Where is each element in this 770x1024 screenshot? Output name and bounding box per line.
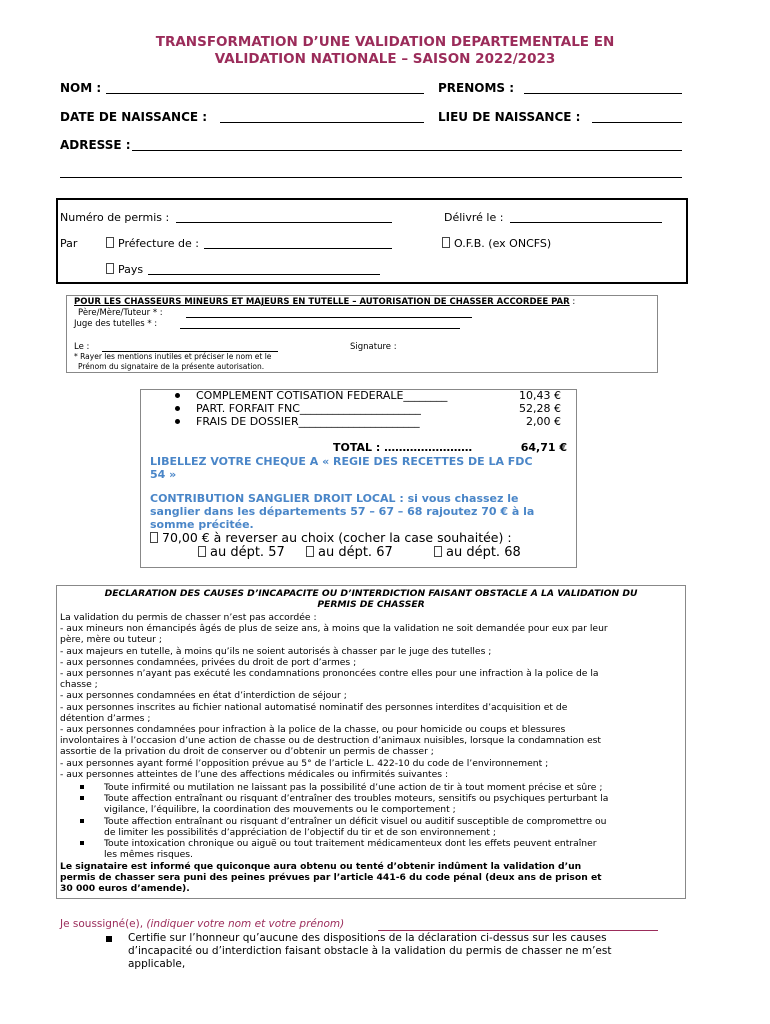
fee-item-2-label: PART. FORFAIT FNC______________________ [196, 402, 421, 415]
warning-line-1: Le signataire est informé que quiconque aura obtenu ou tenté d’obtenir indûment la validation d’un [60, 861, 582, 872]
warning-line-2: permis de chasser sera puni des peines prévues par l’article 441-6 du code pénal (deux ans de prison et [60, 872, 602, 884]
cert-line-2: d’incapacité ou d’interdiction faisant obstacle à la validation du permis de chasser ne m’est [128, 945, 612, 957]
minors-heading [74, 297, 575, 307]
sanglier-checkbox[interactable] [150, 532, 158, 543]
decl-bullet-marker [80, 841, 84, 845]
cheque-line-1: LIBELLEZ VOTRE CHEQUE A « REGIE DES RECETTES DE LA FDC [150, 455, 533, 468]
minors-note-2: Prénom du signataire de la présente autorisation. [78, 362, 265, 371]
decl-line: assortie de la privation du droit de conserver ou d’obtenir un permis de chasser ; [60, 746, 434, 758]
cert-line-3: applicable, [128, 958, 186, 970]
fee-item-3-label: FRAIS DE DOSSIER______________________ [196, 415, 420, 428]
signature-minors-label: Signature : [350, 342, 397, 352]
decl-bullet-line: Toute affection entraînant ou risquant d’entraîner des troubles moteurs, sensitifs ou psychiques perturbant la [104, 793, 609, 805]
decl-line: - aux personnes condamnées, privées du droit de port d’armes ; [60, 656, 357, 668]
decl-bullet-line: de limiter les possibilités d’appréciation de l’objectif du tir et de son environnement ; [104, 826, 496, 838]
decl-line: père, mère ou tuteur ; [60, 634, 162, 646]
ofb-label: O.F.B. (ex ONCFS) [454, 237, 552, 250]
ofb-checkbox[interactable] [442, 237, 450, 248]
decl-bullet-line: Toute intoxication chronique ou aiguë ou tout traitement médicamenteux dont les effets peuvent entraîner [104, 838, 597, 850]
decl-bullet-line: vigilance, l’équilibre, la coordination des mouvements ou le comportement ; [104, 804, 456, 816]
decl-bullet-line: Toute affection entraînant ou risquant d’entraîner un déficit visuel ou auditif susceptible de compromettre ou [104, 815, 607, 827]
decl-bullet-marker [80, 819, 84, 823]
date-naissance-label: DATE DE NAISSANCE : [60, 110, 208, 124]
decl-bullet-item [80, 816, 682, 838]
total-amount: 64,71 € [520, 441, 567, 454]
sanglier-line-2: sanglier dans les départements 57 – 67 – 68 rajoutez 70 € à la [150, 505, 535, 518]
decl-line: - aux personnes ayant formé l’opposition prévue au 5° de l’article L. 422-10 du code de l’environnement ; [60, 757, 549, 769]
declaration-body [60, 612, 682, 780]
prenoms-field[interactable] [524, 93, 682, 94]
dept-67-label: au dépt. 67 [318, 545, 393, 560]
par-label: Par [60, 237, 78, 250]
lieu-naissance-label: LIEU DE NAISSANCE : [438, 110, 581, 124]
dept-57-checkbox[interactable] [198, 546, 206, 557]
decl-line: détention d’armes ; [60, 712, 151, 724]
decl-bullet-line: les mêmes risques. [104, 849, 193, 861]
pere-field[interactable] [186, 317, 472, 318]
prefecture-field[interactable] [204, 248, 392, 249]
decl-bullet-item [80, 793, 682, 815]
warning-line-3: 30 000 euros d’amende). [60, 883, 190, 895]
juge-field[interactable] [180, 328, 460, 329]
dept-67-checkbox[interactable] [306, 546, 314, 557]
dept-67-option[interactable] [306, 545, 393, 560]
prefecture-checkbox[interactable] [106, 237, 114, 248]
je-soussigne-label: Je soussigné(e), [60, 918, 144, 930]
decl-line: - aux personnes inscrites au fichier national automatisé nominatif des personnes interdites d’acquisition et de [60, 701, 568, 713]
sanglier-line-1: CONTRIBUTION SANGLIER DROIT LOCAL : si vous chassez le [150, 492, 519, 505]
cert-line-1: Certifie sur l’honneur qu’aucune des dispositions de la déclaration ci-dessus sur les causes [128, 932, 607, 944]
cert-bullet [106, 936, 112, 942]
fee-item-1-label: COMPLEMENT COTISATION FEDERALE________ [196, 389, 448, 402]
title-line-1: TRANSFORMATION D’UNE VALIDATION DEPARTEMENTALE EN [155, 34, 615, 50]
total-label: TOTAL : …………………… [333, 441, 473, 454]
delivre-field[interactable] [510, 222, 662, 223]
je-soussigne [60, 918, 344, 930]
sanglier-contribution [150, 492, 534, 531]
juge-label: Juge des tutelles * : [74, 319, 158, 329]
fee-item-1-amount: 10,43 € [519, 389, 561, 402]
decl-bullet-item [80, 782, 682, 793]
decl-line: - aux personnes atteintes de l’une des affections médicales ou infirmités suivantes : [60, 768, 449, 780]
fee-item-3-amount: 2,00 € [526, 415, 561, 428]
le-label: Le : [74, 342, 90, 352]
delivre-label: Délivré le : [444, 211, 504, 224]
prenoms-label: PRENOMS : [438, 81, 515, 95]
declaration-warning [60, 861, 682, 895]
prefecture-option[interactable] [106, 237, 199, 250]
decl-line: - aux mineurs non émancipés âgés de plus de seize ans, à moins que la validation ne soit demandée pour eux par leur [60, 623, 608, 635]
decl-line: - aux personnes condamnées pour infraction à la police de la chasse, ou pour homicide ou coups et blessures [60, 724, 566, 736]
nom-field[interactable] [106, 93, 424, 94]
title-line-2: VALIDATION NATIONALE – SAISON 2022/2023 [214, 51, 556, 67]
decl-line: involontaires à l’occasion d’une action de chasse ou de destruction d’animaux nuisibles, lorsque la condamnation est [60, 735, 601, 747]
numero-permis-label: Numéro de permis : [60, 211, 170, 224]
date-naissance-field[interactable] [220, 122, 424, 123]
pere-label: Père/Mère/Tuteur * : [78, 308, 163, 318]
minors-heading-text: POUR LES CHASSEURS MINEURS ET MAJEURS EN TUTELLE – AUTORISATION DE CHASSER ACCORDEE PAR [74, 297, 570, 307]
pays-option[interactable] [106, 263, 143, 276]
pays-checkbox[interactable] [106, 263, 114, 274]
declaration-title-1: DECLARATION DES CAUSES D’INCAPACITE OU D’INTERDICTION FAISANT OBSTACLE A LA VALIDATION DU [104, 588, 638, 599]
soussigne-field[interactable] [378, 930, 658, 931]
sanglier-line-3: somme précitée. [150, 518, 254, 531]
decl-line: - aux personnes condamnées en état d’interdiction de séjour ; [60, 690, 347, 702]
sanglier-choice [150, 530, 512, 545]
minors-heading-colon: : [569, 297, 576, 307]
decl-bullet-marker [80, 796, 84, 800]
fee-bullet-3 [175, 419, 180, 424]
lieu-naissance-field[interactable] [592, 122, 682, 123]
decl-bullet-line: Toute infirmité ou mutilation ne laissant pas la possibilité d’une action de tir à tout moment précise et sûre ; [104, 782, 603, 793]
dept-57-label: au dépt. 57 [210, 545, 285, 560]
pays-label: Pays [118, 263, 144, 276]
indiquer-nom-label: (indiquer votre nom et votre prénom) [146, 918, 345, 930]
numero-permis-field[interactable] [176, 222, 392, 223]
decl-line: - aux majeurs en tutelle, à moins qu’ils ne soient autorisés à chasser par le juge des tutelles ; [60, 645, 492, 657]
decl-line: La validation du permis de chasser n’est pas accordée : [60, 612, 317, 623]
fee-bullet-2 [175, 406, 180, 411]
ofb-option[interactable] [442, 237, 551, 250]
dept-68-option[interactable] [434, 545, 521, 560]
cheque-instruction [150, 455, 533, 481]
page-title [60, 34, 710, 68]
decl-bullet-marker [80, 785, 84, 789]
sanglier-choice-text: 70,00 € à reverser au choix (cocher la case souhaitée) : [162, 530, 512, 545]
declaration-bullets [80, 782, 682, 860]
declaration-title [56, 588, 686, 610]
decl-line: chasse ; [60, 679, 98, 691]
cheque-line-2: 54 » [150, 468, 177, 481]
decl-bullet-item [80, 838, 682, 860]
declaration-title-2: PERMIS DE CHASSER [317, 599, 425, 610]
dept-57-option[interactable] [198, 545, 285, 560]
adresse-label: ADRESSE : [60, 138, 131, 152]
adresse-field-line-2[interactable] [60, 177, 682, 178]
dept-68-label: au dépt. 68 [446, 545, 521, 560]
nom-label: NOM : [60, 81, 102, 95]
prefecture-label: Préfecture de : [118, 237, 199, 250]
adresse-field[interactable] [132, 150, 682, 151]
fee-item-2-amount: 52,28 € [519, 402, 561, 415]
minors-note-1: * Rayer les mentions inutiles et préciser le nom et le [74, 352, 272, 361]
dept-68-checkbox[interactable] [434, 546, 442, 557]
certification [128, 932, 680, 971]
decl-line: - aux personnes n’ayant pas exécuté les condamnations prononcées contre elles pour une infraction à la police de la [60, 668, 599, 680]
pays-field[interactable] [148, 274, 380, 275]
fee-bullet-1 [175, 393, 180, 398]
